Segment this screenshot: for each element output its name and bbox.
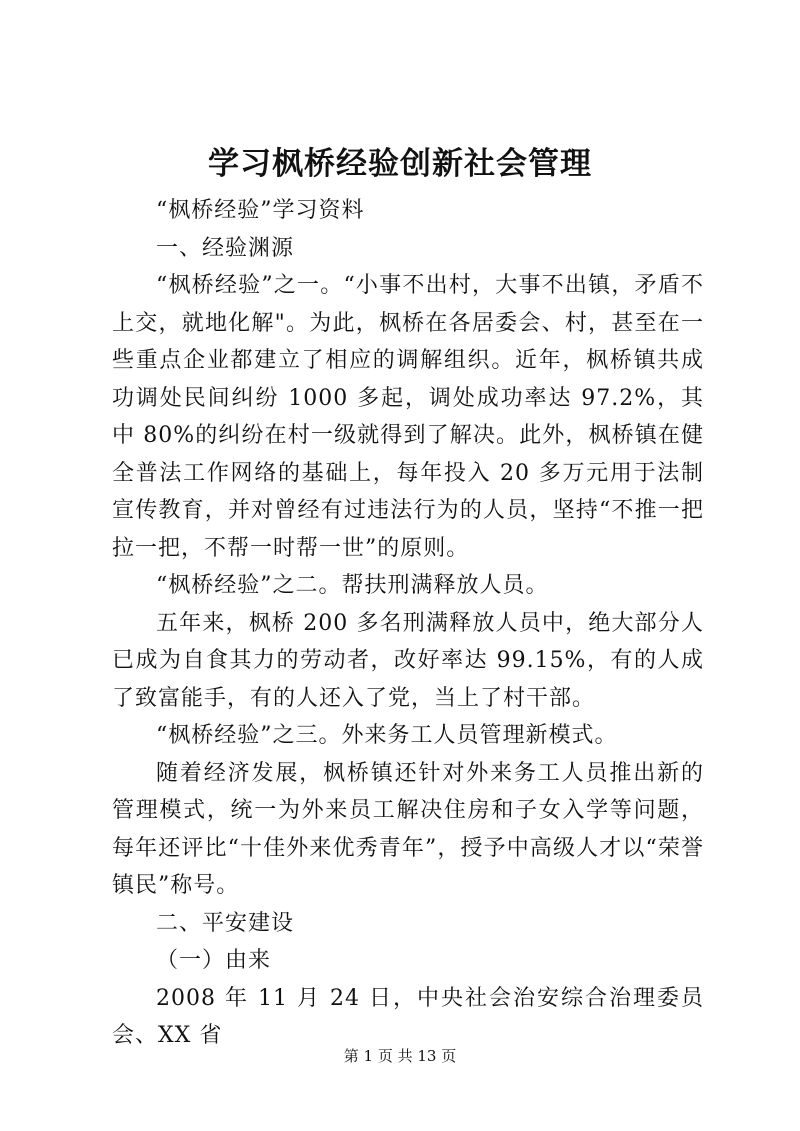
document-title: 学习枫桥经验创新社会管理 — [208, 146, 592, 182]
paragraph-experience-one: “枫桥经验”之一。“小事不出村，大事不出镇，矛盾不上交，就地化解"。为此，枫桥在各居委会、村，甚至在一些重点企业都建立了相应的调解组织。近年，枫桥镇共成功调处民间纠纷 1000 多起，调处成功率达 97.2%，其中 80%的纠纷在村一级就得到了解决。此外，枫桥镇在健全普法工作网络的基础上，每年投入 20 多万元用于法制宣传教育，并对曾经有过违法行为的人员，坚持“不推一把拉一把，不帮一时帮一世”的原则。 — [112, 273, 704, 561]
document-body — [112, 192, 704, 1055]
paragraph-experience-three: “枫桥经验”之三。外来务工人员管理新模式。 — [156, 723, 618, 748]
section-heading-safety: 二、平安建设 — [156, 910, 295, 936]
paragraph-experience-two: “枫桥经验”之二。帮扶刑满释放人员。 — [156, 573, 549, 598]
subsection-heading-origin: （一）由来 — [156, 948, 272, 973]
section-heading-origin: 一、经验渊源 — [156, 235, 295, 261]
paragraph-study-material: “枫桥经验”学习资料 — [156, 198, 365, 223]
paragraph-date-start: 2008 年 11 月 24 日，中央社会治安综合治理委员会、XX 省 — [112, 985, 704, 1048]
paragraph-economic-development: 随着经济发展，枫桥镇还针对外来务工人员推出新的管理模式，统一为外来员工解决住房和子女入学等问题，每年还评比“十佳外来优秀青年”，授予中高级人才以“荣誉镇民”称号。 — [112, 760, 704, 898]
page-footer: 第 1 页 共 13 页 — [343, 1047, 457, 1065]
paragraph-five-years: 五年来，枫桥 200 多名刑满释放人员中，绝大部分人已成为自食其力的劳动者，改好率达 99.15%，有的人成了致富能手，有的人还入了党，当上了村干部。 — [112, 610, 704, 711]
